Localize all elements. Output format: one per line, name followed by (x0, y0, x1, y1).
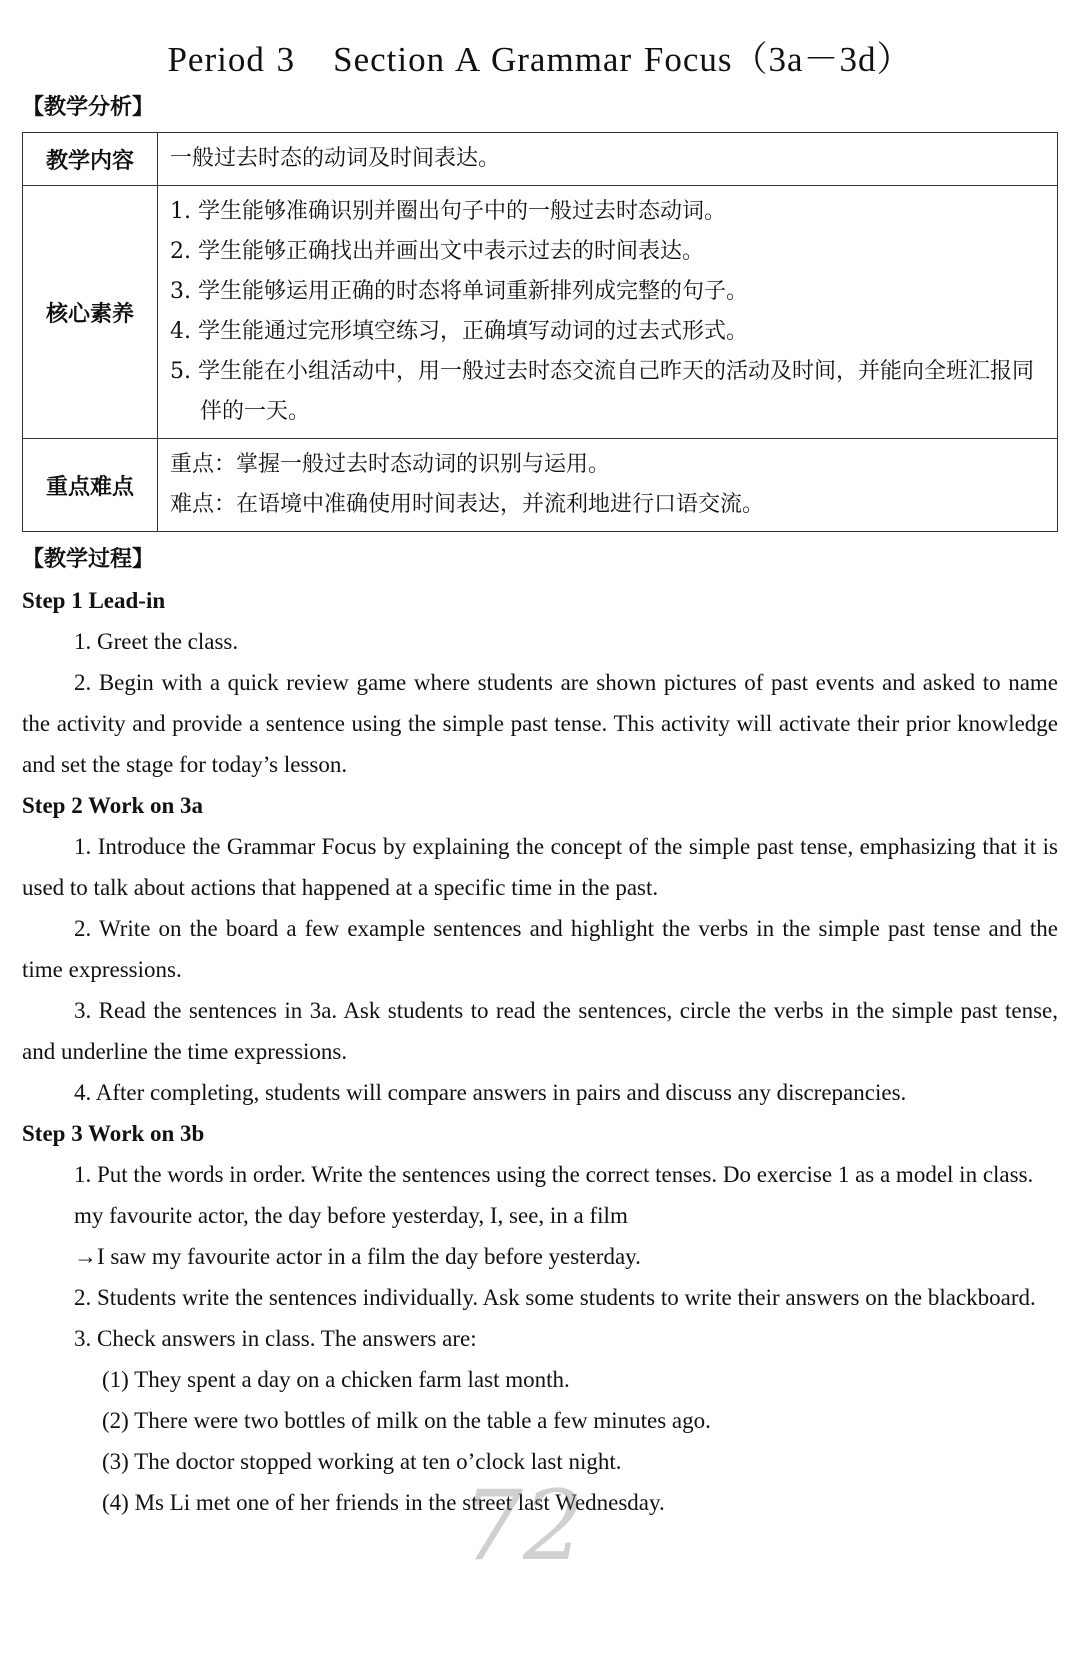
process-heading: 【教学过程】 (22, 547, 155, 572)
table-row (23, 439, 1058, 532)
answer-item: (4) Ms Li met one of her friends in the street last Wednesday. (102, 1490, 665, 1515)
list-item: 5. 学生能在小组活动中，用一般过去时态交流自己昨天的活动及时间，并能向全班汇报同伴的一天。 (170, 359, 1034, 424)
title-period: Period 3 (167, 40, 296, 79)
answer-item: (1) They spent a day on a chicken farm last month. (102, 1367, 570, 1392)
page-number: 72 (462, 1470, 585, 1582)
paragraph: 3. Check answers in class. The answers are: (74, 1326, 477, 1351)
table-content: 一般过去时态的动词及时间表达。 (158, 133, 1058, 186)
table-label: 核心素养 (23, 186, 158, 439)
table-row (23, 186, 1058, 439)
step-title: Step 3 Work on 3b (22, 1121, 205, 1146)
list-item: 4. 学生能通过完形填空练习，正确填写动词的过去式形式。 (170, 319, 748, 344)
paragraph: 2. Students write the sentences individually. Ask some students to write their answers on the blackboard. (74, 1285, 1036, 1310)
model-words: my favourite actor, the day before yesterday, I, see, in a film (74, 1203, 628, 1228)
table-content (158, 186, 1058, 439)
step-title: Step 2 Work on 3a (22, 793, 204, 818)
table-label: 教学内容 (23, 133, 158, 186)
answer-item: (3) The doctor stopped working at ten o’clock last night. (102, 1449, 622, 1474)
list-item: 3. 学生能够运用正确的时态将单词重新排列成完整的句子。 (170, 279, 748, 304)
paragraph: 1. Put the words in order. Write the sentences using the correct tenses. Do exercise 1 as a model in class. (74, 1162, 1034, 1187)
paragraph: 1. Introduce the Grammar Focus by explaining the concept of the simple past tense, emphasizing that it is used to talk about actions that happened at a specific time in the past. (22, 834, 1058, 900)
page-title (22, 32, 1058, 80)
difficult-point: 难点：在语境中准确使用时间表达，并流利地进行口语交流。 (170, 492, 765, 517)
paragraph: 4. After completing, students will compare answers in pairs and discuss any discrepancies. (74, 1080, 907, 1105)
answer-item: (2) There were two bottles of milk on the table a few minutes ago. (102, 1408, 711, 1433)
model-answer: →I saw my favourite actor in a film the day before yesterday. (74, 1244, 641, 1269)
key-point: 重点：掌握一般过去时态动词的识别与运用。 (170, 452, 611, 477)
list-item: 1. 学生能够准确识别并圈出句子中的一般过去时态动词。 (170, 199, 726, 224)
paragraph: 1. Greet the class. (74, 629, 239, 654)
table-content (158, 439, 1058, 532)
process-body (22, 580, 1058, 1523)
paragraph: 3. Read the sentences in 3a. Ask students to read the sentences, circle the verbs in the simple past tense, and underline the time expressions. (22, 998, 1058, 1064)
step-title: Step 1 Lead-in (22, 588, 166, 613)
table-row (23, 133, 1058, 186)
analysis-table (22, 132, 1058, 532)
paragraph: 2. Write on the board a few example sentences and highlight the verbs in the simple past tense and the time expressions. (22, 916, 1058, 982)
page (22, 0, 1058, 1523)
analysis-heading: 【教学分析】 (22, 95, 155, 120)
title-section: Section A Grammar Focus（3a－3d） (333, 40, 913, 79)
list-item: 2. 学生能够正确找出并画出文中表示过去的时间表达。 (170, 239, 704, 264)
paragraph: 2. Begin with a quick review game where students are shown pictures of past events and asked to name the activity and provide a sentence using the simple past tense. This activity will activate their prior knowledge and set the stage for today’s lesson. (22, 670, 1058, 777)
table-label: 重点难点 (23, 439, 158, 532)
